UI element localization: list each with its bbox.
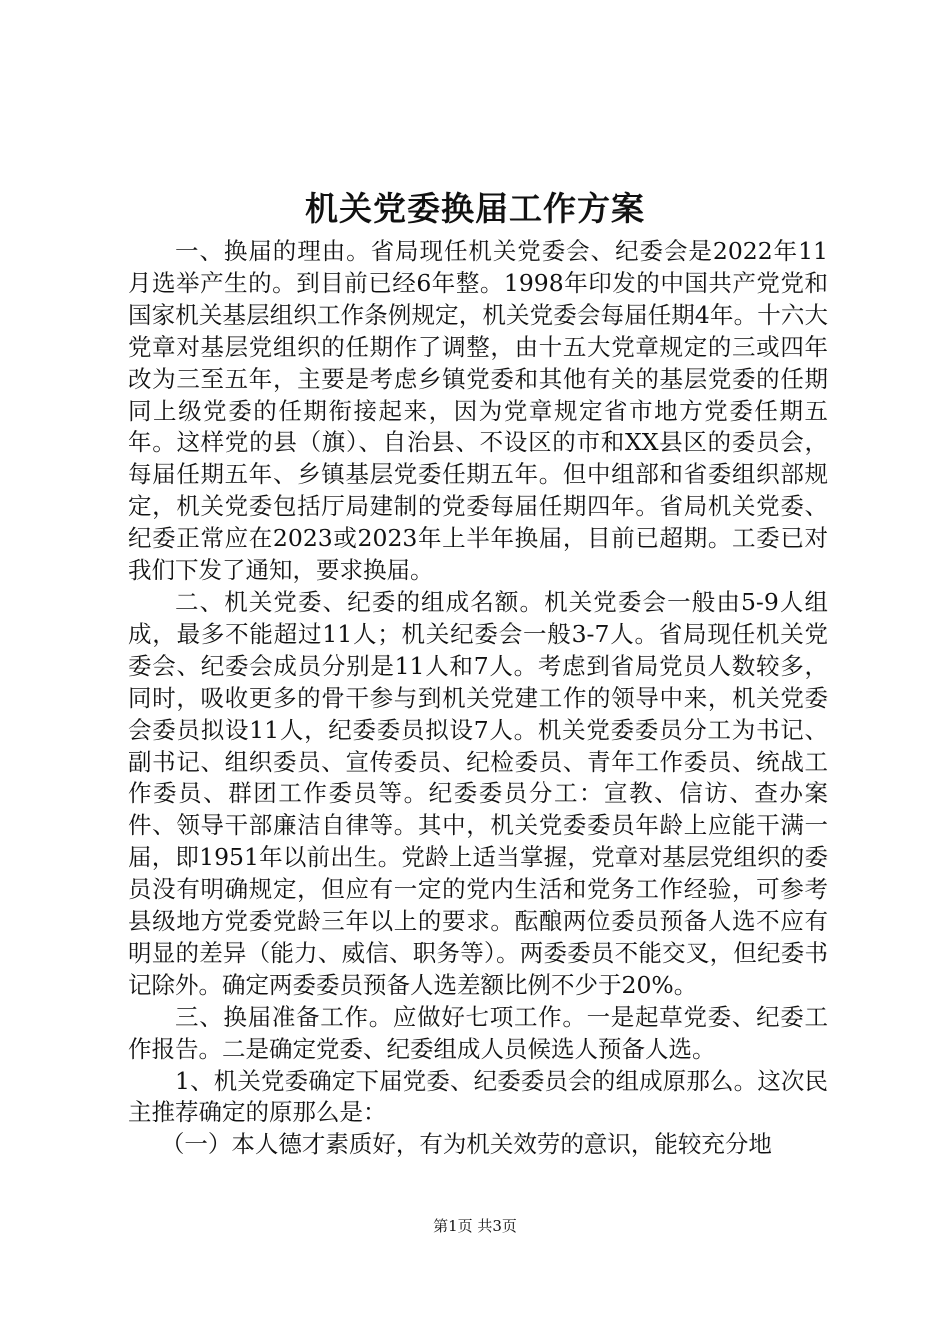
paragraph-3: 三、换届准备工作。应做好七项工作。一是起草党委、纪委工作报告。二是确定党委、纪委组成人员候选人预备人选。 (128, 1002, 828, 1063)
document-title: 机关党委换届工作方案 (305, 189, 645, 228)
paragraph-2: 二、机关党委、纪委的组成名额。机关党委会一般由5-9人组成，最多不能超过11人；机关纪委会一般3-7人。省局现任机关党委会、纪委会成员分别是11人和7人。考虑到省局党员人数较多，同时，吸收更多的骨干参与到机关党建工作的领导中来，机关党委会委员拟设11人，纪委委员拟设7人。机关党委委员分工为书记、副书记、组织委员、宣传委员、纪检委员、青年工作委员、统战工作委员、群团工作委员等。纪委委员分工：宣教、信访、查办案件、领导干部廉洁自律等。其中，机关党委委员年龄上应能干满一届，即1951年以前出生。党龄上适当掌握，党章对基层党组织的委员没有明确规定，但应有一定的党内生活和党务工作经验，可参考县级地方党委党龄三年以上的要求。酝酿两位委员预备人选不应有明显的差异（能力、威信、职务等）。两委委员不能交叉，但纪委书记除外。确定两委委员预备人选差额比例不少于20%。 (128, 587, 828, 999)
page-footer: 第1页 共3页 (433, 1217, 517, 1235)
paragraph-1: 一、换届的理由。省局现任机关党委会、纪委会是2022年11月选举产生的。到目前已经6年整。1998年印发的中国共产党党和国家机关基层组织工作条例规定，机关党委会每届任期4年。十六大党章对基层党组织的任期作了调整，由十五大党章规定的三或四年改为三至五年，主要是考虑乡镇党委和其他有关的基层党委的任期同上级党委的任期衔接起来，因为党章规定省市地方党委任期五年。这样党的县（旗）、自治县、不设区的市和XX县区的委员会，每届任期五年、乡镇基层党委任期五年。但中组部和省委组织部规定，机关党委包括厅局建制的党委每届任期四年。省局机关党委、纪委正常应在2023或2023年上半年换届，目前已超期。工委已对我们下发了通知，要求换届。 (128, 237, 828, 585)
paragraph-5: （一）本人德才素质好，有为机关效劳的意识，能较充分地 (160, 1130, 772, 1159)
paragraph-4: 1、机关党委确定下届党委、纪委委员会的组成原那么。这次民主推荐确定的原那么是： (128, 1066, 828, 1127)
document-body (128, 236, 828, 1161)
